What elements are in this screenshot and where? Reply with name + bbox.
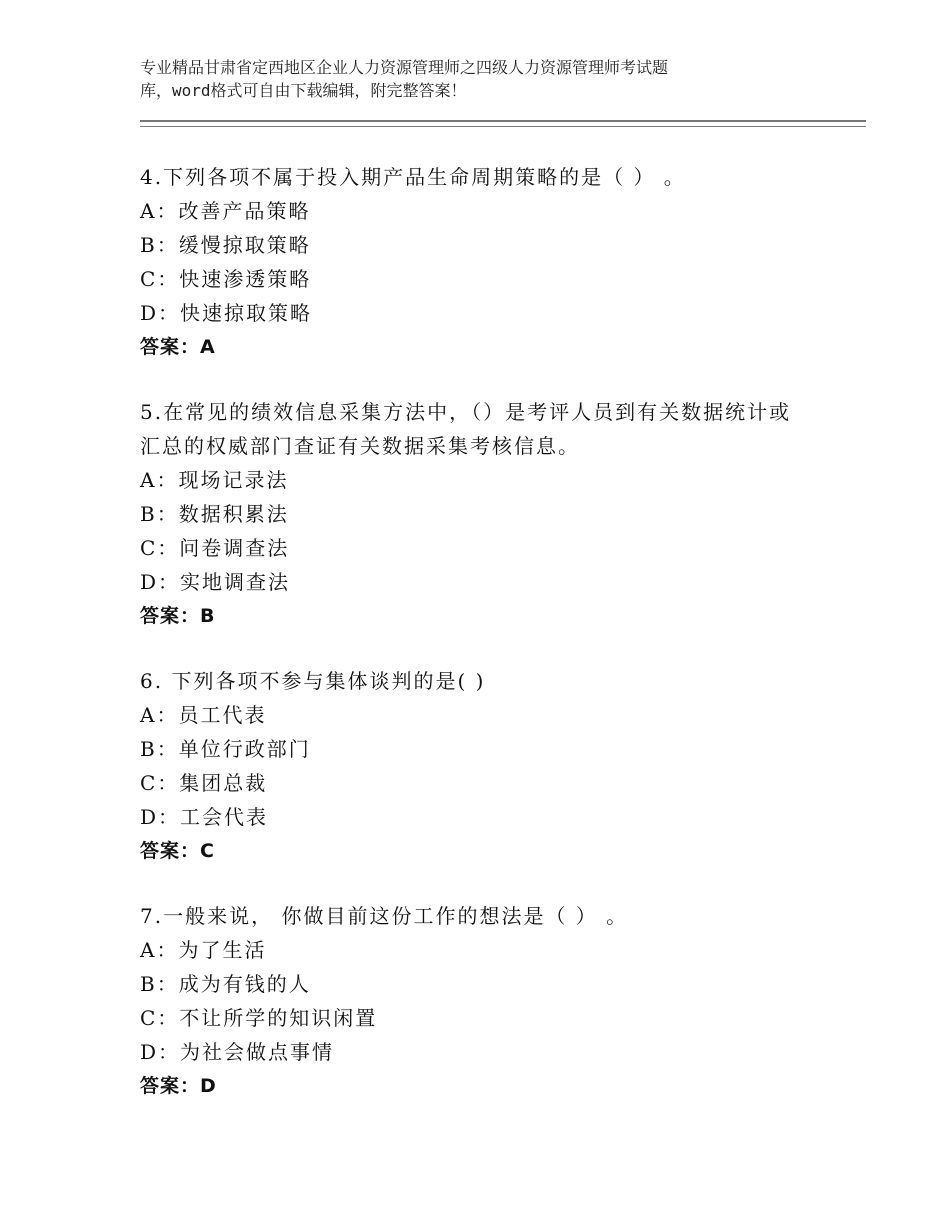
option-d: D：实地调查法 <box>140 570 291 594</box>
question-stem: 7.一般来说， 你做目前这份工作的想法是（ ） 。 <box>140 904 629 928</box>
option-a: A：员工代表 <box>140 703 267 727</box>
header-title-line-2: 库，word格式可自由下载编辑，附完整答案！ <box>140 81 467 100</box>
question-stem: 4.下列各项不属于投入期产品生命周期策略的是（ ） 。 <box>140 165 686 189</box>
question-6 <box>140 664 860 868</box>
answer-line: 答案：D <box>140 1075 217 1097</box>
option-d: D：为社会做点事情 <box>140 1040 335 1064</box>
option-c: C：不让所学的知识闲置 <box>140 1006 378 1030</box>
header-title-line-1: 专业精品甘肃省定西地区企业人力资源管理师之四级人力资源管理师考试题 <box>140 58 669 77</box>
question-stem-line-2: 汇总的权威部门查证有关数据采集考核信息。 <box>140 434 580 458</box>
question-stem-line-1: 5.在常见的绩效信息采集方法中，（）是考评人员到有关数据统计或 <box>140 400 792 424</box>
option-b: B：缓慢掠取策略 <box>140 233 311 257</box>
option-b: B：数据积累法 <box>140 502 289 526</box>
header-divider <box>140 120 866 127</box>
question-4 <box>140 160 860 364</box>
question-list <box>140 160 860 1134</box>
option-a: A：为了生活 <box>140 938 267 962</box>
option-b: B：单位行政部门 <box>140 737 311 761</box>
answer-line: 答案：A <box>140 336 216 358</box>
option-c: C：问卷调查法 <box>140 536 290 560</box>
option-a: A：现场记录法 <box>140 468 289 492</box>
question-7 <box>140 899 860 1103</box>
answer-line: 答案：B <box>140 605 216 627</box>
document-header <box>140 56 780 102</box>
question-stem: 6. 下列各项不参与集体谈判的是( ) <box>140 669 486 693</box>
option-a: A：改善产品策略 <box>140 199 311 223</box>
option-d: D：工会代表 <box>140 805 269 829</box>
option-d: D：快速掠取策略 <box>140 301 313 325</box>
option-c: C：快速渗透策略 <box>140 267 312 291</box>
question-5 <box>140 395 860 633</box>
option-b: B：成为有钱的人 <box>140 972 311 996</box>
option-c: C：集团总裁 <box>140 771 268 795</box>
answer-line: 答案：C <box>140 840 215 862</box>
